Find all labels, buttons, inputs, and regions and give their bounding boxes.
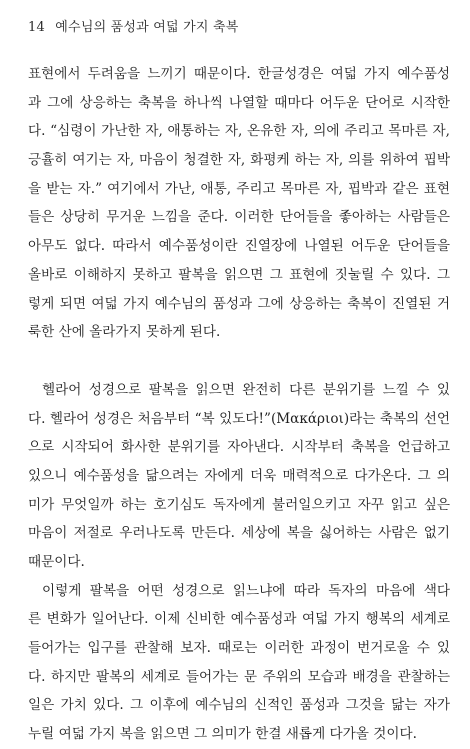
paragraph-gap bbox=[28, 347, 450, 376]
text-line: 다. “심령이 가난한 자, 애통하는 자, 온유한 자, 의에 주리고 목마른 자, bbox=[28, 123, 450, 140]
text-line: 있으니 예수품성을 닮으려는 자에게 더욱 매력적으로 다가온다. 그 의 bbox=[28, 467, 450, 484]
text-line: 일은 가치 있다. 그 이후에 예수님의 신적인 품성과 그것을 닮는 자가 bbox=[28, 697, 450, 714]
text-line: 렇게 되면 여덟 가지 예수님의 품성과 그에 상응하는 축복이 진열된 거 bbox=[28, 295, 450, 312]
text-line: 긍휼히 여기는 자, 마음이 청결한 자, 화평케 하는 자, 의를 위하여 핍박 bbox=[28, 152, 450, 169]
text-line: 들어가는 입구를 관찰해 보자. 때로는 이러한 과정이 번거로울 수 있 bbox=[28, 640, 450, 657]
text-line: 들은 상당히 무거운 느낌을 준다. 이러한 단어들을 좋아하는 사람들은 bbox=[28, 209, 450, 226]
chapter-title: 예수님의 품성과 여덟 가지 축복 bbox=[55, 20, 239, 35]
text-line: 표현에서 두려움을 느끼기 때문이다. 한글성경은 여덟 가지 예수품성 bbox=[28, 66, 450, 82]
text-line: 을 받는 자.” 여기에서 가난, 애통, 주리고 목마른 자, 핍박과 같은 표현 bbox=[28, 180, 450, 197]
text-line: 이렇게 팔복을 어떤 성경으로 읽느냐에 따라 독자의 마음에 색다 bbox=[42, 582, 450, 599]
text-line: 올바로 이해하지 못하고 팔복을 읽으면 그 표현에 짓눌릴 수 있다. 그 bbox=[28, 266, 450, 283]
page-number: 14 bbox=[28, 20, 45, 35]
text-line: 다. 헬라어 성경은 처음부터 “복 있도다!”(Μακάριοι)라는 축복의 선언 bbox=[28, 410, 450, 427]
running-header bbox=[28, 16, 238, 35]
text-line: 른 변화가 일어난다. 이제 신비한 예수품성과 여덟 가지 행복의 세계로 bbox=[28, 611, 450, 628]
text-line: 룩한 산에 올라가지 못하게 된다. bbox=[28, 324, 221, 341]
text-line: 미가 무엇일까 하는 호기심도 독자에게 불러일으키고 자꾸 읽고 싶은 bbox=[28, 496, 450, 513]
text-line: 마음이 저절로 우러나도록 만든다. 세상에 복을 싫어하는 사람은 없기 bbox=[28, 525, 450, 542]
paragraph bbox=[28, 376, 450, 577]
paragraph bbox=[28, 60, 450, 347]
body-text bbox=[28, 60, 450, 749]
text-line: 다. 하지만 팔복의 세계로 들어가는 문 주위의 모습과 배경을 관찰하는 bbox=[28, 668, 450, 685]
paragraph bbox=[28, 577, 450, 749]
text-line: 헬라어 성경으로 팔복을 읽으면 완전히 다른 분위기를 느낄 수 있 bbox=[42, 381, 450, 398]
text-line: 과 그에 상응하는 축복을 하나씩 나열할 때마다 어두운 단어로 시작한 bbox=[28, 94, 450, 111]
text-line: 누릴 여덟 가지 복을 읽으면 그 의미가 한결 새롭게 다가올 것이다. bbox=[28, 726, 417, 743]
text-line: 아무도 없다. 따라서 예수품성이란 진열장에 나열된 어두운 단어들을 bbox=[28, 238, 450, 255]
text-line: 으로 시작되어 화사한 분위기를 자아낸다. 시작부터 축복을 언급하고 bbox=[28, 439, 450, 456]
text-line: 때문이다. bbox=[28, 554, 85, 570]
